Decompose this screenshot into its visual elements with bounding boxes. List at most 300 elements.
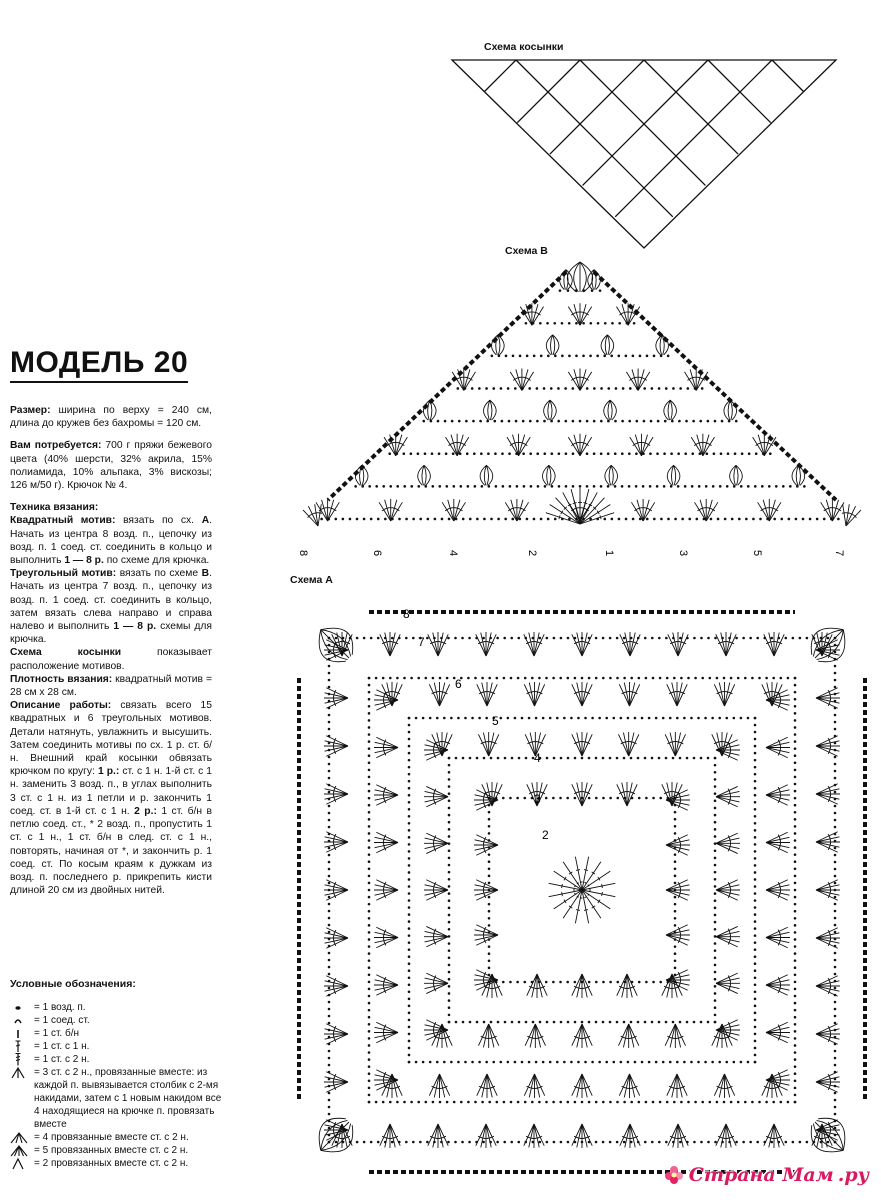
chain-dot	[368, 825, 371, 828]
chain-dot	[659, 677, 662, 680]
chain-dot	[460, 485, 463, 488]
chain-dot	[368, 1080, 371, 1083]
chain-dot	[687, 387, 690, 390]
chain-dot	[719, 485, 722, 488]
stitch-line	[716, 786, 738, 796]
chain-dot	[495, 485, 498, 488]
chain-dot	[582, 355, 585, 358]
chain-dot	[564, 387, 567, 390]
chain-dot	[638, 981, 641, 984]
chain-dot	[503, 637, 506, 640]
stitch-line	[375, 837, 398, 842]
chain-dot	[834, 1106, 837, 1109]
chain-dot	[496, 1141, 499, 1144]
chain-dot	[834, 1001, 837, 1004]
chain-dot	[605, 717, 608, 720]
chain-dot	[641, 1061, 644, 1064]
stitch-line	[767, 683, 772, 706]
stitch-line	[478, 1024, 488, 1046]
stitch-curve	[796, 465, 798, 485]
chain-dot	[545, 797, 548, 800]
stitch-line	[670, 1024, 675, 1047]
chain-dot	[630, 677, 633, 680]
chain-dot	[448, 871, 451, 874]
chain-dot	[448, 807, 451, 810]
stitch-fan	[374, 880, 398, 900]
chain-dot	[642, 485, 645, 488]
chain-dot	[714, 907, 717, 910]
chain-dot	[546, 1021, 549, 1024]
stitch-fan	[510, 368, 533, 390]
chain-dot	[415, 1061, 418, 1064]
chain-dot	[834, 1050, 837, 1053]
square-rows: 1 — 8 р.	[64, 555, 104, 567]
chain-dot	[408, 885, 411, 888]
stitch-tick	[582, 377, 586, 378]
chain-dot	[704, 1061, 707, 1064]
stitch-line	[769, 633, 774, 656]
chain-dot	[772, 677, 775, 680]
stitch-line	[766, 975, 788, 985]
chain-dot	[604, 322, 607, 325]
chain-dot	[794, 938, 797, 941]
chain-dot	[674, 945, 677, 948]
chain-dot	[479, 420, 482, 423]
stitch-line	[716, 833, 738, 843]
chain-dot	[370, 518, 373, 521]
stitch-fan	[442, 499, 465, 521]
chain-dot	[375, 677, 378, 680]
chain-dot	[448, 899, 451, 902]
chain-dot	[834, 728, 837, 731]
stitch-line	[582, 784, 592, 806]
chain-dot	[609, 1021, 612, 1024]
chain-dot	[389, 677, 392, 680]
stitch-line	[716, 926, 738, 936]
chain-dot	[460, 1101, 463, 1104]
chain-dot	[448, 835, 451, 838]
stitch-line	[816, 933, 839, 938]
stitch-line	[568, 437, 580, 456]
chain-dot	[653, 518, 656, 521]
stitch-line	[572, 1024, 582, 1046]
stitch-curve	[811, 1125, 843, 1152]
chain-dot	[408, 843, 411, 846]
chain-dot	[408, 752, 411, 755]
chain-dot	[377, 637, 380, 640]
chain-dot	[794, 1030, 797, 1033]
legend-item	[8, 1014, 222, 1027]
chain-dot	[543, 420, 546, 423]
chain-dot	[727, 452, 730, 455]
chain-dot	[560, 1021, 563, 1024]
chain-dot	[691, 485, 694, 488]
chain-dot	[773, 518, 776, 521]
row-number: 5	[492, 714, 499, 728]
chain-dot	[649, 485, 652, 488]
chain-dot	[490, 1021, 493, 1024]
chain-dot	[674, 832, 677, 835]
stitch-shell	[492, 335, 505, 355]
chain-dot	[408, 899, 411, 902]
chain-dot	[444, 420, 447, 423]
chain-dot	[432, 1101, 435, 1104]
chain-dot	[756, 1141, 759, 1144]
chain-dot	[794, 860, 797, 863]
stitch-line	[582, 974, 587, 997]
chain-dot	[747, 485, 750, 488]
stitch-curve	[580, 262, 586, 292]
stitch-shell	[601, 335, 614, 355]
chain-dot	[476, 1021, 479, 1024]
chain-dot	[734, 452, 737, 455]
stitch-fan	[424, 833, 448, 853]
chain-dot	[368, 910, 371, 913]
chain-dot	[431, 452, 434, 455]
stitch-tick	[584, 910, 588, 911]
stitch-line	[726, 634, 736, 656]
stitch-shell	[567, 262, 592, 292]
chain-dot	[368, 691, 371, 694]
stitch-line	[434, 683, 439, 706]
shawl-grid-line	[516, 60, 673, 217]
chain-dot	[519, 355, 522, 358]
stitch-line	[580, 369, 586, 390]
chain-dot	[368, 1023, 371, 1026]
stitch-line	[690, 369, 696, 390]
stitch-curve	[730, 400, 732, 420]
chain-dot	[567, 1021, 570, 1024]
chain-dot	[517, 637, 520, 640]
stitch-line	[530, 1024, 535, 1047]
chain-dot	[503, 677, 506, 680]
stitch-curve	[671, 465, 673, 485]
stitch-line	[714, 684, 724, 706]
stitch-line	[766, 832, 788, 842]
chain-dot	[623, 637, 626, 640]
stitch-line	[426, 786, 448, 796]
stitch-line	[396, 437, 408, 456]
chain-dot	[334, 518, 337, 521]
chain-dot	[597, 322, 600, 325]
chain-dot	[806, 1141, 809, 1144]
chain-dot	[419, 1141, 422, 1144]
stitch-fan	[374, 785, 398, 805]
chain-dot	[488, 952, 491, 955]
chain-dot	[589, 355, 592, 358]
row-number: 2	[526, 550, 538, 557]
stitch-fan	[476, 1124, 496, 1148]
stitch-tick	[329, 508, 333, 509]
row-number: 1	[603, 550, 615, 557]
stitch-line	[440, 1074, 450, 1096]
stitch-line	[700, 500, 706, 521]
chain-dot	[408, 829, 411, 832]
chain-dot	[499, 1061, 502, 1064]
chain-dot	[328, 847, 331, 850]
stitch-fan	[816, 928, 840, 948]
chain-dot	[328, 959, 331, 962]
chain-dot	[696, 518, 699, 521]
chain-dot	[623, 1101, 626, 1104]
stitch-tick	[459, 442, 463, 443]
chain-dot	[560, 1141, 563, 1144]
chain-dot	[510, 677, 513, 680]
stitch-tick	[559, 515, 560, 519]
stitch-line	[375, 938, 398, 943]
chain-dot	[794, 1002, 797, 1005]
stitch-fan	[525, 1024, 545, 1048]
stitch-fan	[572, 682, 592, 706]
chain-dot	[794, 1044, 797, 1047]
stitch-tick	[708, 508, 712, 509]
chain-dot	[448, 1014, 451, 1017]
stitch-tick	[582, 442, 586, 443]
chain-dot	[621, 452, 624, 455]
chain-dot	[328, 1113, 331, 1116]
chain-dot	[405, 637, 408, 640]
stitch-fan	[572, 1074, 592, 1098]
chain-dot	[320, 518, 323, 521]
chain-dot	[556, 1061, 559, 1064]
chain-dot	[328, 805, 331, 808]
chain-dot	[628, 452, 631, 455]
chain-row	[408, 1061, 757, 1064]
chain-dot	[464, 1061, 467, 1064]
stitch-tick	[466, 377, 470, 378]
stitch-fan	[668, 1124, 688, 1148]
chain-dot	[429, 1061, 432, 1064]
stitch-line	[580, 372, 592, 391]
stitch-line	[572, 684, 582, 706]
chain-dot	[693, 757, 696, 760]
chain-dot	[595, 1141, 598, 1144]
chain-dot	[454, 1141, 457, 1144]
chain-dot	[328, 1008, 331, 1011]
chain-dot	[408, 913, 411, 916]
chain-dot	[700, 1021, 703, 1024]
stitch-line	[451, 435, 457, 456]
chain-dot	[714, 778, 717, 781]
chain-dot	[714, 956, 717, 959]
stitch-line	[486, 1124, 491, 1147]
stitch-line	[673, 1124, 678, 1147]
chain-dot	[497, 757, 500, 760]
stitch-line	[475, 800, 498, 805]
chain-dot	[737, 677, 740, 680]
stitch-fan	[617, 782, 637, 806]
stitch-line	[475, 935, 498, 940]
chain-dot	[754, 773, 757, 776]
chain-dot	[834, 1092, 837, 1095]
legend-item	[8, 1144, 222, 1157]
chain-dot	[368, 1051, 371, 1054]
chain-dot	[328, 679, 331, 682]
chain-dot	[328, 819, 331, 822]
chain-dot	[586, 387, 589, 390]
chain-dot	[740, 485, 743, 488]
stitch-curve	[321, 1125, 353, 1152]
stitch-line	[326, 1034, 348, 1044]
chain-dot	[717, 518, 720, 521]
chain-dot	[542, 717, 545, 720]
stitch-tick	[630, 312, 634, 313]
stitch-tick	[519, 508, 523, 509]
description-row-1: 1 р.:	[97, 766, 120, 778]
chain-dot	[462, 757, 465, 760]
chain-dot	[488, 818, 491, 821]
stitch-line	[629, 1024, 634, 1047]
chain-dot	[410, 485, 413, 488]
chain-dot	[803, 485, 806, 488]
stitch-tick	[576, 870, 580, 871]
chain-dot	[616, 757, 619, 760]
chain-dot	[834, 805, 837, 808]
chain-dot	[834, 910, 837, 913]
chain-dot	[488, 1101, 491, 1104]
chain-dot	[384, 518, 387, 521]
chain-dot	[595, 677, 598, 680]
stitch-line	[487, 1074, 497, 1096]
chain-dot	[687, 677, 690, 680]
chain-dot	[694, 1101, 697, 1104]
chain-dot	[501, 452, 504, 455]
chain-dot	[363, 518, 366, 521]
chain-dot	[754, 1012, 757, 1015]
chain-dot	[403, 677, 406, 680]
chain-dot	[644, 1021, 647, 1024]
chain-dot	[593, 420, 596, 423]
stitch-line	[766, 890, 789, 895]
chain-dot	[744, 1101, 747, 1104]
chain-dot	[521, 1061, 524, 1064]
stitch-line	[516, 369, 522, 390]
stitch-line	[385, 633, 390, 656]
chain-dot	[370, 1141, 373, 1144]
chain-dot	[525, 1021, 528, 1024]
chain-dot	[412, 637, 415, 640]
chain-dot	[630, 1101, 633, 1104]
stitch-curve	[550, 400, 552, 420]
chain-dot	[740, 717, 743, 720]
stitch-line	[816, 880, 838, 890]
chain-dot	[733, 717, 736, 720]
chain-dot	[328, 973, 331, 976]
chain-dot	[539, 322, 542, 325]
chain-dot	[754, 815, 757, 818]
chain-dot	[481, 677, 484, 680]
stitch-shell	[730, 465, 743, 485]
chain-dot	[646, 355, 649, 358]
chain-dot	[756, 637, 759, 640]
stitch-line	[438, 1124, 443, 1147]
stitch-line	[529, 683, 534, 706]
chain-dot	[687, 1101, 690, 1104]
chain-dot	[382, 677, 385, 680]
chain-row	[448, 1021, 717, 1024]
chain-dot	[567, 1101, 570, 1104]
chain-dot	[794, 889, 797, 892]
chain-dot	[457, 1061, 460, 1064]
chain-dot	[408, 998, 411, 1001]
stitch-line	[766, 985, 788, 995]
chain-dot	[602, 1101, 605, 1104]
stitch-curve	[486, 465, 488, 485]
row-number: 4	[534, 751, 541, 765]
chain-dot	[697, 717, 700, 720]
chain-dot	[471, 1061, 474, 1064]
chain-dot	[496, 677, 499, 680]
stitch-line	[376, 1033, 398, 1043]
density-paragraph	[10, 673, 212, 699]
chain-dot	[425, 1101, 428, 1104]
legend-title: Условные обозначения:	[10, 978, 136, 990]
chain-dot	[526, 355, 529, 358]
chain-dot	[408, 1054, 411, 1057]
chain-dot	[714, 857, 717, 860]
stitch-tick	[385, 508, 389, 509]
chain-dot	[565, 452, 568, 455]
chain-dot	[588, 981, 591, 984]
chain-dot	[441, 518, 444, 521]
stitch-line	[617, 784, 627, 806]
stitch-line	[375, 795, 398, 800]
chain-dot	[588, 797, 591, 800]
chain-dot	[516, 797, 519, 800]
chain-dot	[593, 452, 596, 455]
stitch-fan	[474, 925, 498, 945]
stitch-curve	[490, 400, 492, 420]
chain-dot	[674, 882, 677, 885]
stitch-fan	[374, 975, 398, 995]
chain-dot	[685, 420, 688, 423]
stitch-line	[666, 935, 688, 945]
chain-dot	[408, 871, 411, 874]
stitch-line	[582, 633, 587, 656]
chain-dot	[363, 637, 366, 640]
chain-dot	[492, 1061, 495, 1064]
chain-dot	[505, 355, 508, 358]
stitch-fan	[667, 682, 687, 706]
chain-dot	[504, 1021, 507, 1024]
chain-row	[714, 757, 717, 1024]
stitch-line	[630, 1074, 640, 1096]
stitch-line	[714, 1074, 724, 1096]
square-text-1: вязать по сх.	[115, 515, 202, 527]
chain-dot	[674, 924, 677, 927]
shawl-grid-line	[517, 60, 580, 123]
chain-dot	[754, 752, 757, 755]
stitch-fan	[631, 499, 654, 521]
double-crochet-icon	[10, 1040, 30, 1053]
stitch-line	[725, 1074, 730, 1097]
stitch-fan	[816, 1072, 840, 1092]
chain-dot	[693, 637, 696, 640]
row-number: 7	[418, 635, 425, 649]
chain-dot	[629, 387, 632, 390]
chain-dot	[785, 1141, 788, 1144]
chain-dot	[574, 757, 577, 760]
chain-dot	[510, 637, 513, 640]
stitch-fan	[816, 784, 840, 804]
chain-dot	[488, 860, 491, 863]
chain-dot	[368, 719, 371, 722]
chain-dot	[508, 452, 511, 455]
chain-dot	[754, 990, 757, 993]
chain-dot	[794, 762, 797, 765]
chain-dot	[535, 1061, 538, 1064]
stitch-line	[476, 845, 498, 855]
